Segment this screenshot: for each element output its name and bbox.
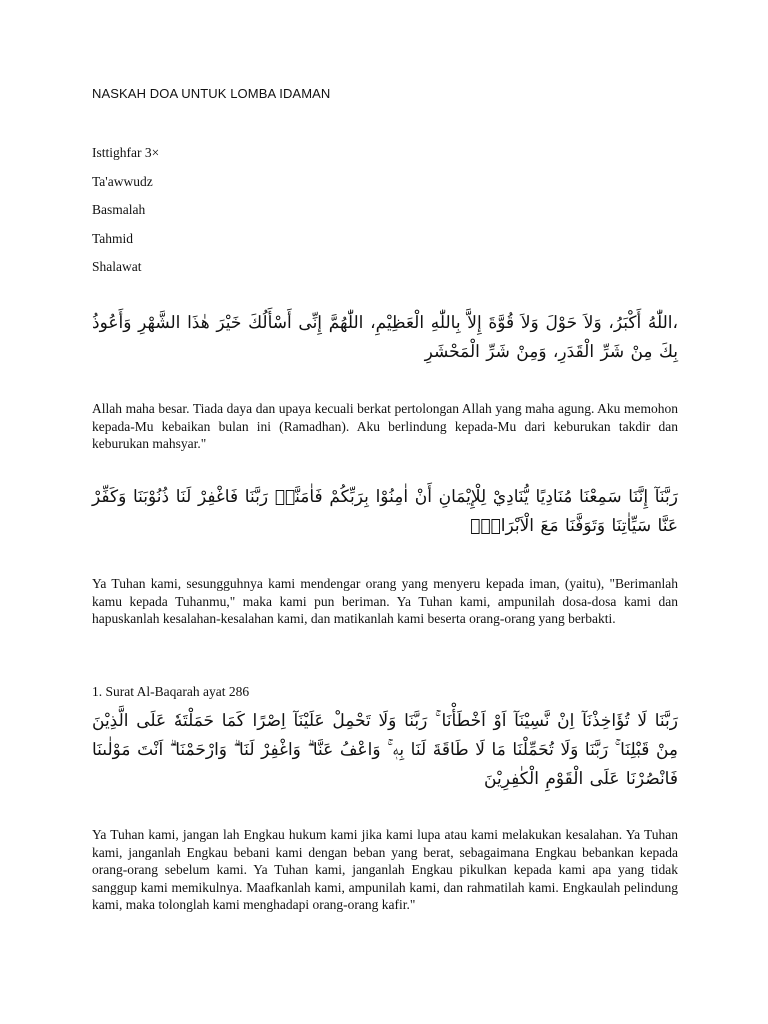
section-1-heading: 1. Surat Al-Baqarah ayat 286 [92, 684, 250, 699]
prayer-1-arabic: ،اللّٰهُ أَكْبَرُ، وَلاَ حَوْلَ وَلاَ قُوَّةَ إِلاَّ بِاللّٰهِ الْعَظِيْمِ، اللّٰهُمَّ إِنِّى أَسْأَلُكَ خَيْرَ هٰذَا الشَّهْرِ وَأَعُوذُ بِكَ مِنْ شَرِّ الْقَدَرِ، وَمِنْ شَرِّ الْمَحْشَرِ [92, 313, 678, 362]
section-1-translation: Ya Tuhan kami, jangan lah Engkau hukum kami jika kami lupa atau kami melakukan kesalahan. Ya Tuhan kami, janganlah Engkau bebani kami dengan beban yang berat, sebagaimana Engkau bebankan kepada orang-orang sebelum kami. Ya Tuhan kami, janganlah Engkau pikulkan kepada kami apa yang tidak sanggup kami memikulnya. Maafkanlah kami, ampunilah kami, dan rahmatilah kami. Engkaulah pelindung kami, maka tolonglah kami menghadapi orang-orang kafir." [92, 827, 678, 913]
opening-item: Isttighfar 3× [92, 145, 160, 160]
prayer-2-arabic: رَبَّنَآ إِنَّنَا سَمِعْنَا مُنَادِيًا يُّنَادِيْ لِلْإِيْمَانِ أَنْ اٰمِنُوْا بِرَبِّكُمْ فَاٰمَنَّاۖ رَبَّنَا فَاغْفِرْ لَنَا ذُنُوْبَنَا وَكَفِّرْ عَنَّا سَيِّاٰتِنَا وَتَوَفَّنَا مَعَ الْاَبْرَارِۚ [92, 487, 678, 536]
prayer-1-translation: Allah maha besar. Tiada daya dan upaya kecuali berkat pertolongan Allah yang maha agung. Aku memohon kepada-Mu kebaikan bulan ini (Ramadhan). Aku berlindung kepada-Mu dari keburukan takdir dan keburukan mahsyar." [92, 401, 678, 452]
opening-item: Basmalah [92, 202, 146, 217]
prayer-2-translation: Ya Tuhan kami, sesungguhnya kami mendengar orang yang menyeru kepada iman, (yaitu), "Berimanlah kamu kepada Tuhanmu," maka kami pun beriman. Ya Tuhan kami, ampunilah dosa-dosa kami dan hapuskanlah kesalahan-kesalahan kami, dan matikanlah kami beserta orang-orang yang berbakti. [92, 576, 678, 627]
opening-list [92, 146, 159, 289]
document-page [92, 0, 678, 1024]
opening-item: Shalawat [92, 259, 142, 274]
section-1-arabic: رَبَّنَا لَا تُؤَاخِذْنَآ اِنْ نَّسِيْنَآ اَوْ اَخْطَأْنَا ۚ رَبَّنَا وَلَا تَحْمِلْ عَلَيْنَآ اِصْرًا كَمَا حَمَلْتَهٗ عَلَى الَّذِيْنَ مِنْ قَبْلِنَا ۚ رَبَّنَا وَلَا تُحَمِّلْنَا مَا لَا طَاقَةَ لَنَا بِهٖ ۚ وَاعْفُ عَنَّا ۗ وَاغْفِرْ لَنَا ۗ وَارْحَمْنَا ۗ اَنْتَ مَوْلٰىنَا فَانْصُرْنَا عَلَى الْقَوْمِ الْكٰفِرِيْنَ [92, 711, 678, 789]
opening-item: Ta'awwudz [92, 173, 153, 189]
opening-item: Tahmid [92, 230, 134, 246]
document-title: NASKAH DOA UNTUK LOMBA IDAMAN [92, 86, 331, 101]
